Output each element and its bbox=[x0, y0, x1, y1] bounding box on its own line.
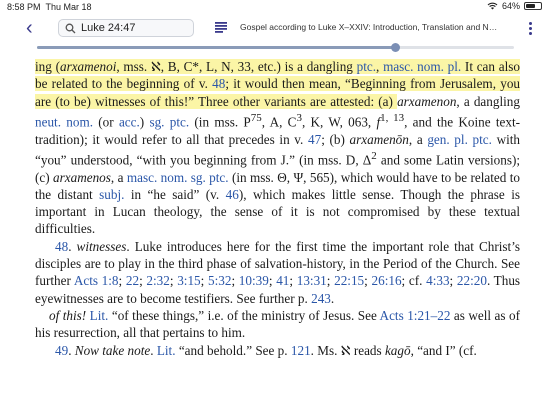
scripture-link[interactable]: 3:15 bbox=[177, 273, 201, 289]
abbr-link[interactable]: neut. bbox=[35, 114, 62, 130]
scripture-link[interactable]: 2:32 bbox=[146, 273, 170, 289]
verse-number-link[interactable]: 49 bbox=[55, 342, 69, 358]
verse-number-link[interactable]: 48 bbox=[55, 238, 69, 254]
battery-icon bbox=[524, 2, 542, 10]
commentary-text bbox=[35, 58, 520, 359]
verse-link[interactable]: 48 bbox=[212, 76, 226, 92]
paragraph-verse-48: 48. witnesses. Luke introduces here for the first time the important role that Christ’s disciples are to play in the third phase of salvation-history, in the Period of the Church. See further Acts 1:8; 22; 2:32; 3:15; 5:32; 10:39; 41; 13:31; 22:15; 26:16; cf. 4:33; 22:20. Thus eyewitnesses are to become testifiers. See further p. 243. bbox=[35, 238, 521, 306]
verse-link[interactable]: 47 bbox=[308, 131, 322, 147]
abbr-link[interactable]: gen. pl. ptc. bbox=[427, 131, 492, 147]
reading-progress-thumb[interactable] bbox=[391, 43, 400, 52]
abbr-link[interactable]: Lit. bbox=[156, 342, 176, 358]
abbr-link[interactable]: Lit. bbox=[89, 307, 109, 323]
back-chevron-icon[interactable]: ‹ bbox=[26, 17, 33, 39]
scripture-link[interactable]: 26:16 bbox=[371, 273, 402, 289]
book-title[interactable]: Gospel according to Luke X–XXIV: Introduction, Translation and N… bbox=[240, 22, 498, 32]
highlighted-passage: ing (arxamenoi, mss. ℵ, B, C*, L, N, 33, etc.) is a dangling ptc., masc. nom. pl. It can also be related to the beginning of v. 48; it would then mean, “Beginning from Jerusalem, you are (to be) witnesses of this!” Three other variants are attested: (a) bbox=[35, 59, 521, 109]
abbr-link[interactable]: nom. bbox=[66, 114, 94, 130]
verse-link[interactable]: 46 bbox=[225, 186, 239, 202]
scripture-link[interactable]: 22:15 bbox=[334, 273, 365, 289]
reading-progress-slider[interactable] bbox=[37, 46, 514, 49]
search-icon bbox=[65, 23, 76, 34]
passage-search-field[interactable] bbox=[58, 19, 194, 37]
scripture-link[interactable]: 4:33 bbox=[426, 273, 450, 289]
scripture-link[interactable]: 41 bbox=[276, 273, 290, 289]
battery-percent: 64% bbox=[501, 1, 520, 11]
scripture-link[interactable]: Acts 1:8 bbox=[73, 273, 119, 289]
scripture-link[interactable]: 13:31 bbox=[296, 273, 327, 289]
search-input-value[interactable]: Luke 24:47 bbox=[81, 22, 136, 34]
abbr-link[interactable]: sg. ptc. bbox=[149, 114, 190, 130]
abbr-link[interactable]: subj. bbox=[99, 186, 125, 202]
scripture-references: 4:33; 22:20 bbox=[426, 273, 487, 289]
page-link[interactable]: 243 bbox=[311, 290, 331, 306]
wifi-icon bbox=[487, 2, 498, 10]
table-of-contents-icon[interactable] bbox=[215, 22, 227, 33]
scripture-link[interactable]: 10:39 bbox=[238, 273, 269, 289]
paragraph-verse-49: 49. Now take note. Lit. “and behold.” See p. 121. Ms. ℵ reads kagō, “and I” (cf. bbox=[55, 342, 477, 358]
status-right bbox=[487, 1, 542, 11]
scripture-link[interactable]: 5:32 bbox=[208, 273, 232, 289]
paragraph-textual-note: ing (arxamenoi, mss. ℵ, B, C*, L, N, 33, etc.) is a dangling ptc., masc. nom. pl. It can also be related to the beginning of v. 48; it would then mean, “Beginning from Jerusalem, you are (to be) witnesses of this!” Three other variants are attested: (a) arxamenon, a dangling neut. nom. (or acc.) sg. ptc. (in mss. $P^{75}$, A, $C^3$, K, W, 063, $f^{1, 13}$, and the Koine text-tradition); it would refer to all that precedes in v. 47; (b) arxamenōn, a gen. pl. ptc. with “you” understood, “with you beginning from J.” (in mss. D, $\Delta^2$ and some Latin versions); (c) arxamenos, a masc. nom. sg. ptc. (in mss. Θ, Ψ, 565), which would have to be related to the distant subj. in “he said” (v. 46), which makes little sense. Though the phrase is important in Lucan theology, the sense of it is not compromised by these textual difficulties. bbox=[35, 59, 521, 237]
paragraph-of-this: of this! Lit. “of these things,” i.e. of the ministry of Jesus. See Acts 1:21–22 as well as of his resurrection, all that pertains to him. bbox=[35, 307, 521, 341]
scripture-link[interactable]: 22:20 bbox=[456, 273, 487, 289]
abbr-link[interactable]: ptc. bbox=[356, 59, 377, 74]
reading-progress-fill bbox=[37, 46, 395, 49]
reader-toolbar bbox=[0, 14, 550, 44]
abbr-link[interactable]: masc. nom. pl. bbox=[383, 59, 462, 74]
page-link[interactable]: 121 bbox=[290, 342, 311, 358]
scripture-references: Acts 1:8; 22; 2:32; 3:15; 5:32; 10:39; 41; 13:31; 22:15; 26:16 bbox=[73, 273, 402, 289]
scripture-link[interactable]: Acts 1:21–22 bbox=[379, 307, 451, 323]
status-bar bbox=[0, 0, 550, 14]
abbr-link[interactable]: masc. nom. sg. ptc. bbox=[126, 169, 229, 185]
more-options-icon[interactable] bbox=[529, 22, 533, 37]
scripture-link[interactable]: 22 bbox=[125, 273, 140, 289]
status-time: 8:58 PM Thu Mar 18 bbox=[7, 2, 92, 12]
abbr-link[interactable]: acc. bbox=[118, 114, 140, 130]
